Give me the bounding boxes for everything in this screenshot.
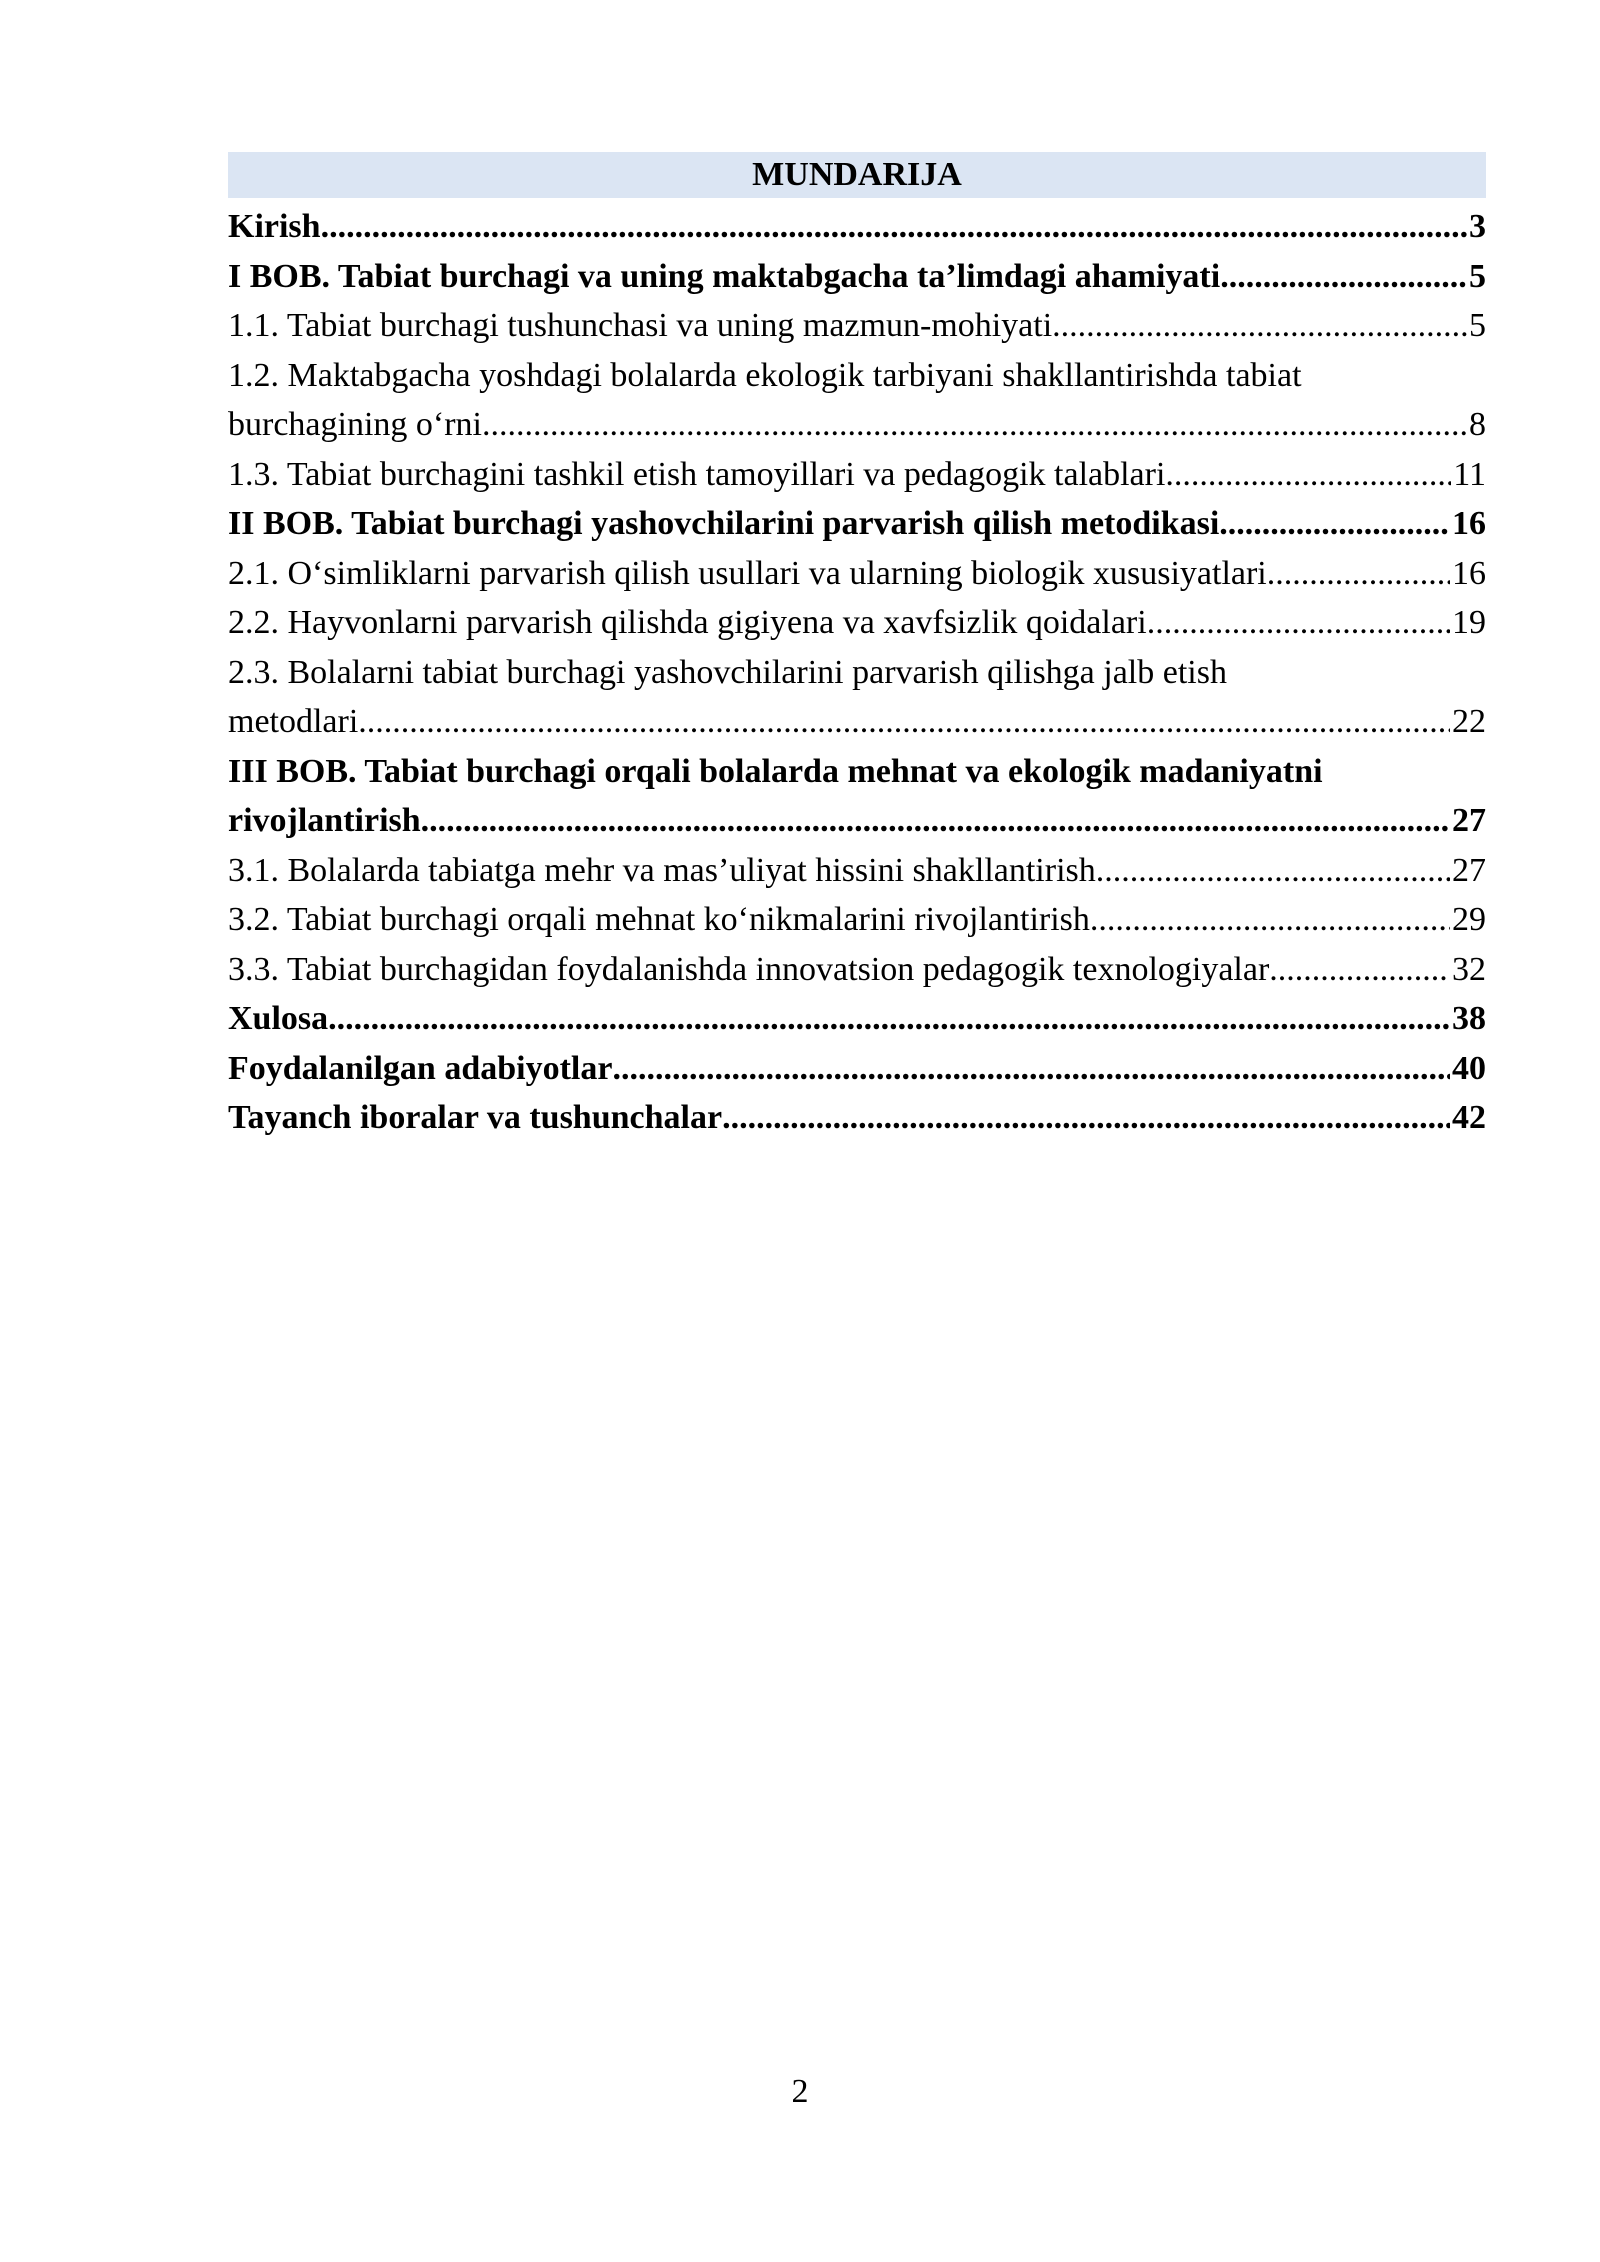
toc-entry[interactable] [228,499,1486,549]
toc-entry-page-number: 5 [1469,307,1486,344]
dot-leader [1165,450,1451,500]
toc-entry[interactable] [228,994,1486,1044]
toc-entry-line [228,549,1486,599]
toc-entry-title: Tayanch iboralar va tushunchalar [228,1099,723,1136]
toc-entry[interactable] [228,598,1486,648]
toc-entry-text-line: III BOB. Tabiat burchagi orqali bolalarda mehnat va ekologik madaniyatni [228,752,1323,790]
toc-entry-page-number: 22 [1452,703,1486,740]
toc-entry-page-number: 8 [1469,406,1486,443]
toc-entry-line [228,1093,1486,1143]
toc-entry-title: 1.1. Tabiat burchagi tushunchasi va uning mazmun-mohiyati [228,307,1053,344]
toc-entry[interactable] [228,895,1486,945]
toc-entry[interactable] [228,945,1486,995]
dot-leader [1090,895,1450,945]
toc-entry[interactable] [228,549,1486,599]
toc-entry-line [228,400,1486,450]
toc-entry-title: II BOB. Tabiat burchagi yashovchilarini parvarish qilish metodikasi [228,505,1220,542]
dot-leader [421,796,1450,846]
toc-entry-page-number: 27 [1452,802,1486,839]
toc-entry-page-number: 42 [1452,1099,1486,1136]
toc-entry-page-number: 16 [1452,554,1486,592]
toc-entry[interactable] [228,1093,1486,1143]
page-number: 2 [791,2073,809,2110]
dot-leader [321,202,1467,252]
toc-entry-line [228,598,1486,648]
toc-entries [228,202,1486,1143]
toc-entry[interactable] [228,301,1486,351]
toc-title: MUNDARIJA [228,152,1486,198]
toc-entry-title: 3.3. Tabiat burchagidan foydalanishda innovatsion pedagogik texnologiyalar [228,950,1270,988]
toc-entry-title: 3.1. Bolalarda tabiatga mehr va mas’uliyat hissini shakllantirish [228,851,1096,889]
toc-entry-page-number: 5 [1469,257,1486,295]
table-of-contents [228,152,1486,1143]
toc-entry-page-number: 19 [1452,604,1486,641]
toc-entry-text-line: 1.2. Maktabgacha yoshdagi bolalarda ekologik tarbiyani shakllantirishda tabiat [228,356,1302,394]
toc-entry[interactable] [228,252,1486,302]
toc-entry-title: 3.2. Tabiat burchagi orqali mehnat ko‘nikmalarini rivojlantirish [228,901,1090,938]
toc-entry-page-number: 16 [1452,505,1486,542]
toc-entry-line [228,450,1486,500]
toc-entry-page-number: 40 [1452,1049,1486,1087]
toc-entry[interactable] [228,202,1486,252]
toc-entry-title: rivojlantirish [228,802,421,839]
toc-entry-title: Kirish [228,208,321,245]
dot-leader [1267,549,1450,599]
dot-leader [1147,598,1450,648]
toc-entry[interactable] [228,1044,1486,1094]
toc-entry-page-number: 3 [1469,208,1486,245]
dot-leader [482,400,1467,450]
toc-entry-title: 1.3. Tabiat burchagini tashkil etish tamoyillari va pedagogik talablari [228,455,1166,493]
dot-leader [1269,945,1450,995]
toc-entry-line [228,697,1486,747]
toc-entry[interactable] [228,351,1486,450]
dot-leader [1052,301,1467,351]
dot-leader [328,994,1450,1044]
toc-entry[interactable] [228,747,1486,846]
dot-leader [1220,252,1467,302]
toc-entry[interactable] [228,450,1486,500]
toc-entry-line [228,796,1486,846]
toc-entry-line [228,994,1486,1044]
toc-entry-line [228,202,1486,252]
toc-entry-title: burchagining o‘rni [228,406,482,443]
dot-leader [1096,846,1450,896]
toc-entry-line [228,499,1486,549]
dot-leader [358,697,1450,747]
toc-entry-page-number: 38 [1452,1000,1486,1037]
toc-entry-line [228,945,1486,995]
toc-entry-line [228,895,1486,945]
toc-entry-text-line: 2.3. Bolalarni tabiat burchagi yashovchilarini parvarish qilishga jalb etish [228,653,1227,691]
toc-entry[interactable] [228,648,1486,747]
toc-entry-page-number: 32 [1452,950,1486,988]
toc-entry-page-number: 27 [1452,851,1486,889]
toc-entry-title: Xulosa [228,1000,329,1037]
toc-entry[interactable] [228,846,1486,896]
toc-entry-line [228,846,1486,896]
toc-entry-line [228,252,1486,302]
dot-leader [612,1044,1450,1094]
toc-entry-title: 2.2. Hayvonlarni parvarish qilishda gigiyena va xavfsizlik qoidalari [228,604,1147,641]
toc-entry-title: metodlari [228,703,359,740]
dot-leader [722,1093,1450,1143]
toc-entry-page-number: 11 [1453,455,1486,493]
toc-entry-line [228,1044,1486,1094]
toc-entry-title: Foydalanilgan adabiyotlar [228,1049,613,1087]
toc-entry-title: I BOB. Tabiat burchagi va uning maktabgacha ta’limdagi ahamiyati [228,257,1221,295]
dot-leader [1219,499,1450,549]
toc-entry-title: 2.1. O‘simliklarni parvarish qilish usullari va ularning biologik xususiyatlari [228,554,1267,592]
toc-entry-line [228,301,1486,351]
toc-entry-page-number: 29 [1452,901,1486,938]
